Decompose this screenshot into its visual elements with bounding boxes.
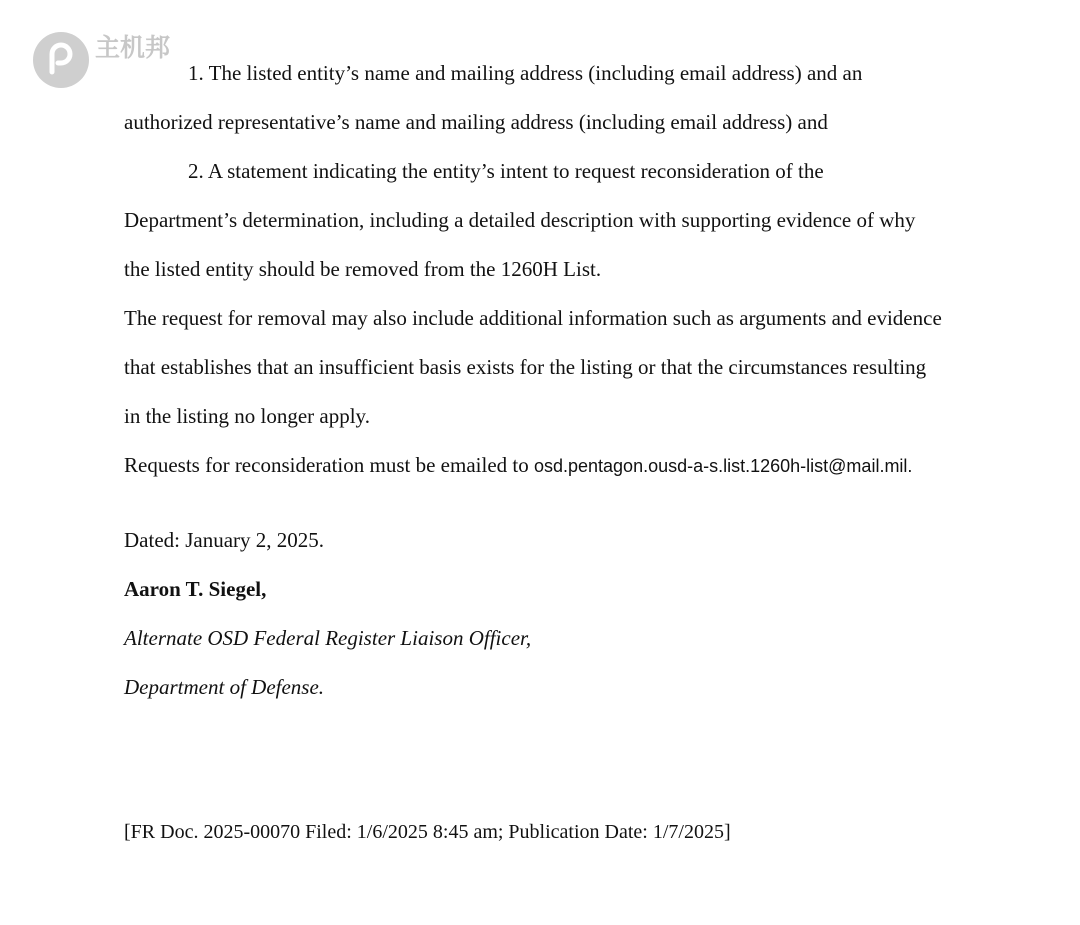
watermark-text: 主机邦 <box>95 33 171 62</box>
list-item-2-line-2: Department’s determination, including a detailed description with supporting evidence of why <box>124 208 916 232</box>
fr-doc-footer: [FR Doc. 2025-00070 Filed: 1/6/2025 8:45 am; Publication Date: 1/7/2025] <box>124 821 731 843</box>
request-line <box>124 452 912 479</box>
signer-title: Alternate OSD Federal Register Liaison Officer, <box>124 626 532 650</box>
list-item-2-line-1: 2. A statement indicating the entity’s intent to request reconsideration of the <box>188 159 824 183</box>
request-text: Requests for reconsideration must be emailed to <box>124 453 529 477</box>
list-item-1-line-1: 1. The listed entity’s name and mailing address (including email address) and an <box>188 61 863 85</box>
signer-name: Aaron T. Siegel, <box>124 577 267 601</box>
list-item-2-line-3: the listed entity should be removed from the 1260H List. <box>124 257 602 281</box>
paragraph-line-3: in the listing no longer apply. <box>124 404 370 428</box>
signer-department: Department of Defense. <box>124 675 325 699</box>
paragraph-line-1: The request for removal may also include additional information such as arguments and evidence <box>124 306 942 330</box>
watermark <box>33 32 170 88</box>
dated-line: Dated: January 2, 2025. <box>124 528 325 552</box>
watermark-logo-icon <box>33 32 89 88</box>
request-email-link[interactable]: osd.pentagon.ousd-a-s.list.1260h-list@mail.mil. <box>533 456 913 476</box>
list-item-1-line-2: authorized representative’s name and mailing address (including email address) and <box>124 110 828 134</box>
paragraph-line-2: that establishes that an insufficient basis exists for the listing or that the circumstances resulting <box>124 355 927 379</box>
